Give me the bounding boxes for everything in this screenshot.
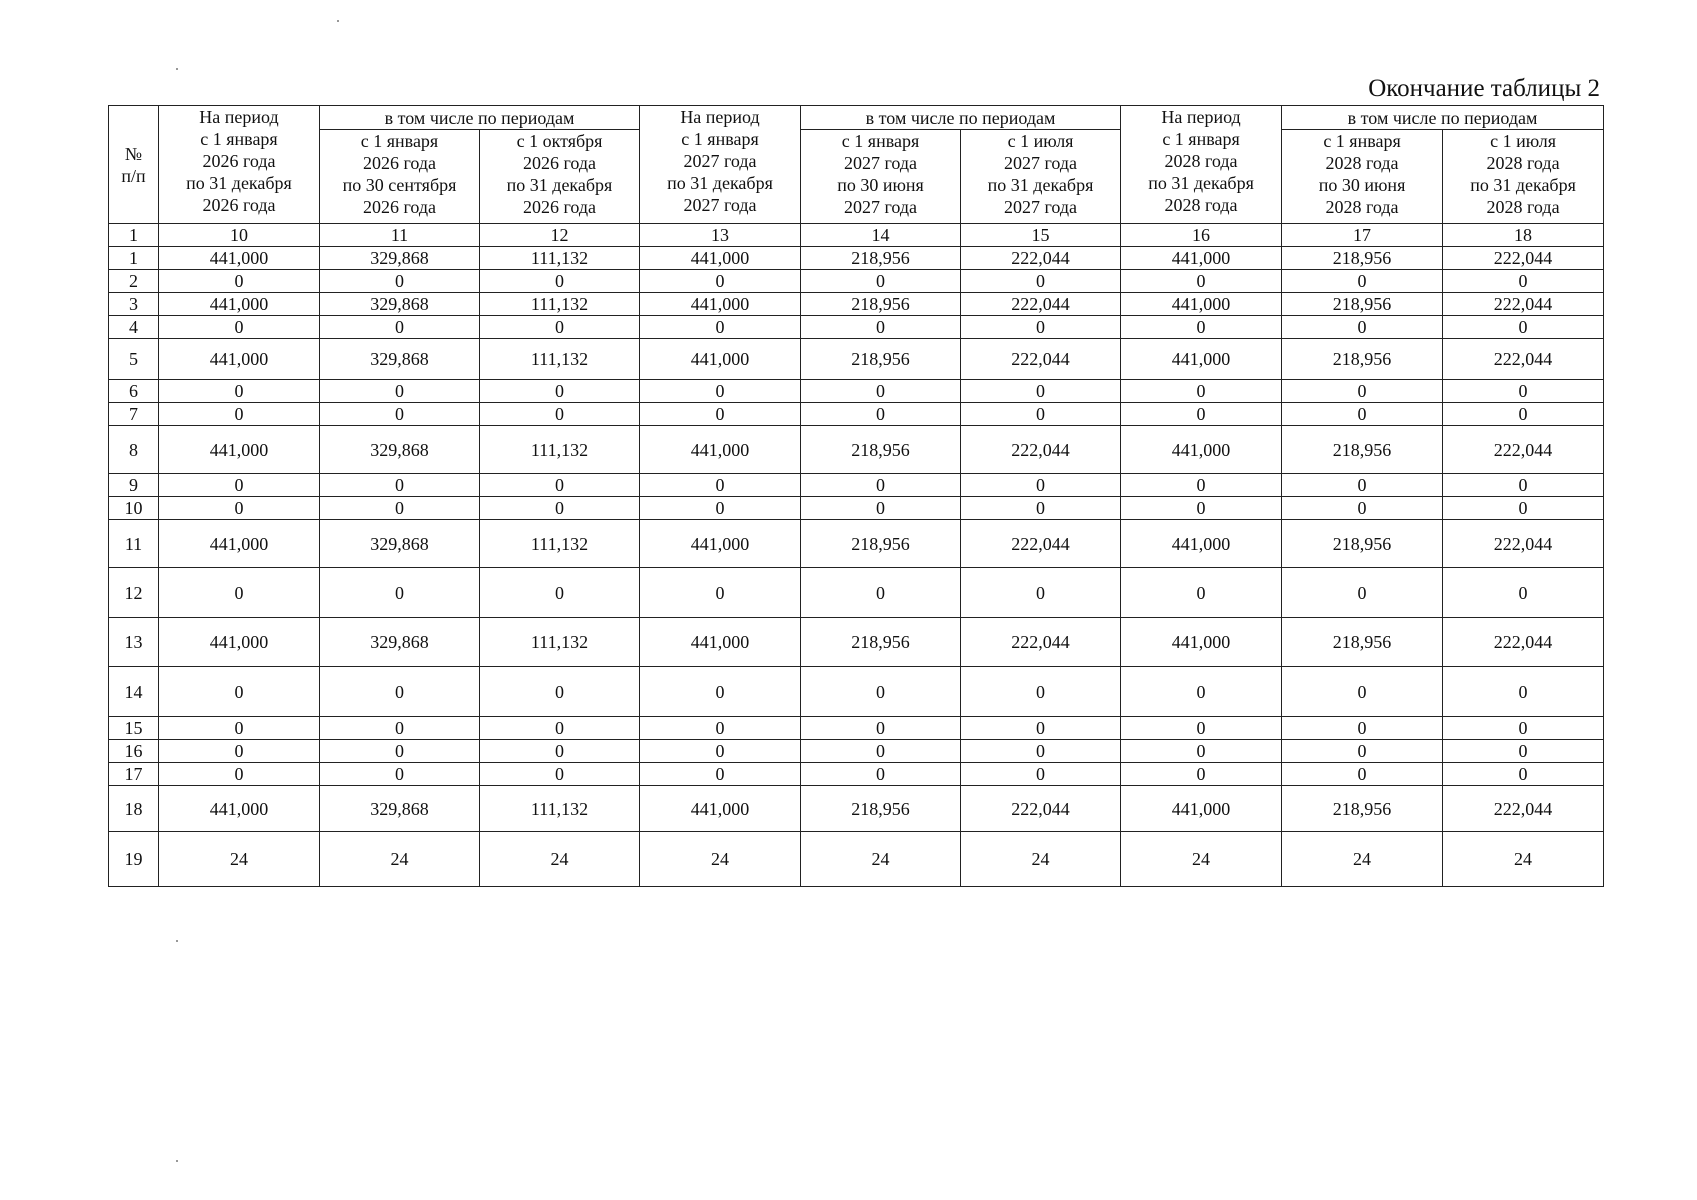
value-cell: 0 <box>640 763 801 786</box>
value-cell: 218,956 <box>801 293 961 316</box>
column-number-cell: 13 <box>640 224 801 247</box>
value-cell: 0 <box>1282 403 1443 426</box>
value-cell: 111,132 <box>480 339 640 380</box>
row-number-cell: 17 <box>109 763 159 786</box>
value-cell: 0 <box>1443 568 1604 618</box>
column-number-cell: 17 <box>1282 224 1443 247</box>
scan-speck <box>176 940 178 942</box>
header-subperiods-2028: в том числе по периодам <box>1282 106 1604 130</box>
table-row <box>109 380 1604 403</box>
value-cell: 218,956 <box>801 786 961 832</box>
value-cell: 0 <box>640 403 801 426</box>
value-cell: 0 <box>640 568 801 618</box>
value-cell: 0 <box>320 568 480 618</box>
value-cell: 441,000 <box>640 520 801 568</box>
value-cell: 329,868 <box>320 520 480 568</box>
value-cell: 222,044 <box>961 293 1121 316</box>
table-row <box>109 339 1604 380</box>
column-number-cell: 12 <box>480 224 640 247</box>
value-cell: 441,000 <box>159 520 320 568</box>
value-cell: 329,868 <box>320 293 480 316</box>
value-cell: 222,044 <box>1443 247 1604 270</box>
table-row <box>109 316 1604 339</box>
value-cell: 0 <box>640 497 801 520</box>
value-cell: 0 <box>159 568 320 618</box>
value-cell: 441,000 <box>1121 618 1282 667</box>
value-cell: 222,044 <box>1443 426 1604 474</box>
value-cell: 218,956 <box>801 618 961 667</box>
value-cell: 0 <box>1443 403 1604 426</box>
row-number-cell: 11 <box>109 520 159 568</box>
value-cell: 222,044 <box>961 520 1121 568</box>
value-cell: 441,000 <box>159 618 320 667</box>
value-cell: 0 <box>1121 380 1282 403</box>
value-cell: 0 <box>801 270 961 293</box>
value-cell: 0 <box>320 717 480 740</box>
table-row <box>109 568 1604 618</box>
value-cell: 0 <box>1121 497 1282 520</box>
column-number-cell: 18 <box>1443 224 1604 247</box>
value-cell: 0 <box>1282 497 1443 520</box>
value-cell: 218,956 <box>1282 247 1443 270</box>
header-jan-jun-2027: с 1 января 2027 года по 30 июня 2027 года <box>801 130 961 224</box>
value-cell: 0 <box>480 717 640 740</box>
value-cell: 0 <box>1282 474 1443 497</box>
row-number-cell: 16 <box>109 740 159 763</box>
value-cell: 0 <box>801 740 961 763</box>
value-cell: 0 <box>801 403 961 426</box>
value-cell: 0 <box>1121 474 1282 497</box>
column-number-cell: 1 <box>109 224 159 247</box>
value-cell: 0 <box>480 763 640 786</box>
table-row <box>109 740 1604 763</box>
value-cell: 0 <box>1282 667 1443 717</box>
value-cell: 24 <box>1121 832 1282 887</box>
row-number-cell: 6 <box>109 380 159 403</box>
scan-speck <box>176 1160 178 1162</box>
value-cell: 222,044 <box>961 786 1121 832</box>
value-cell: 0 <box>320 474 480 497</box>
row-number-cell: 8 <box>109 426 159 474</box>
value-cell: 0 <box>1443 667 1604 717</box>
row-number-cell: 13 <box>109 618 159 667</box>
table-body <box>109 247 1604 887</box>
value-cell: 441,000 <box>159 426 320 474</box>
value-cell: 0 <box>801 380 961 403</box>
value-cell: 24 <box>801 832 961 887</box>
value-cell: 0 <box>159 717 320 740</box>
value-cell: 0 <box>961 497 1121 520</box>
table-row <box>109 520 1604 568</box>
value-cell: 0 <box>801 568 961 618</box>
row-number-cell: 4 <box>109 316 159 339</box>
value-cell: 0 <box>640 270 801 293</box>
row-number-cell: 18 <box>109 786 159 832</box>
value-cell: 0 <box>640 717 801 740</box>
value-cell: 0 <box>1443 740 1604 763</box>
table-row <box>109 293 1604 316</box>
value-cell: 0 <box>159 380 320 403</box>
value-cell: 441,000 <box>640 618 801 667</box>
value-cell: 441,000 <box>159 786 320 832</box>
value-cell: 218,956 <box>1282 618 1443 667</box>
value-cell: 218,956 <box>801 339 961 380</box>
value-cell: 222,044 <box>961 426 1121 474</box>
value-cell: 111,132 <box>480 293 640 316</box>
value-cell: 111,132 <box>480 786 640 832</box>
value-cell: 24 <box>159 832 320 887</box>
value-cell: 218,956 <box>801 247 961 270</box>
value-cell: 0 <box>1282 763 1443 786</box>
row-number-cell: 15 <box>109 717 159 740</box>
table-row <box>109 474 1604 497</box>
row-number-cell: 9 <box>109 474 159 497</box>
value-cell: 0 <box>320 763 480 786</box>
value-cell: 0 <box>961 270 1121 293</box>
value-cell: 24 <box>1282 832 1443 887</box>
table-row <box>109 832 1604 887</box>
value-cell: 441,000 <box>159 247 320 270</box>
value-cell: 0 <box>1121 717 1282 740</box>
scan-speck <box>337 20 339 22</box>
table-row <box>109 270 1604 293</box>
value-cell: 441,000 <box>1121 339 1282 380</box>
value-cell: 0 <box>1443 316 1604 339</box>
value-cell: 441,000 <box>1121 520 1282 568</box>
value-cell: 0 <box>480 740 640 763</box>
value-cell: 0 <box>480 403 640 426</box>
header-row-number: № п/п <box>109 106 159 224</box>
value-cell: 0 <box>801 667 961 717</box>
header-subperiods-2026: в том числе по периодам <box>320 106 640 130</box>
value-cell: 441,000 <box>1121 786 1282 832</box>
row-number-cell: 14 <box>109 667 159 717</box>
header-jul-dec-2027: с 1 июля 2027 года по 31 декабря 2027 года <box>961 130 1121 224</box>
value-cell: 0 <box>961 316 1121 339</box>
value-cell: 329,868 <box>320 247 480 270</box>
value-cell: 441,000 <box>640 247 801 270</box>
value-cell: 0 <box>1443 270 1604 293</box>
table-row <box>109 618 1604 667</box>
value-cell: 0 <box>159 667 320 717</box>
header-jan-jun-2028: с 1 января 2028 года по 30 июня 2028 года <box>1282 130 1443 224</box>
data-table <box>108 105 1604 887</box>
table-row <box>109 717 1604 740</box>
table-row <box>109 247 1604 270</box>
value-cell: 0 <box>1121 568 1282 618</box>
value-cell: 218,956 <box>801 520 961 568</box>
value-cell: 0 <box>1121 740 1282 763</box>
header-period-2027: На период с 1 января 2027 года по 31 декабря 2027 года <box>640 106 801 224</box>
value-cell: 0 <box>480 270 640 293</box>
header-jul-dec-2028: с 1 июля 2028 года по 31 декабря 2028 года <box>1443 130 1604 224</box>
value-cell: 0 <box>320 316 480 339</box>
value-cell: 0 <box>320 380 480 403</box>
value-cell: 0 <box>1443 474 1604 497</box>
value-cell: 329,868 <box>320 339 480 380</box>
value-cell: 0 <box>961 667 1121 717</box>
value-cell: 24 <box>1443 832 1604 887</box>
value-cell: 329,868 <box>320 426 480 474</box>
value-cell: 441,000 <box>1121 293 1282 316</box>
value-cell: 0 <box>159 763 320 786</box>
table-row <box>109 667 1604 717</box>
column-number-cell: 14 <box>801 224 961 247</box>
value-cell: 0 <box>159 270 320 293</box>
value-cell: 0 <box>801 717 961 740</box>
value-cell: 24 <box>480 832 640 887</box>
header-period-2026: На период с 1 января 2026 года по 31 декабря 2026 года <box>159 106 320 224</box>
value-cell: 0 <box>1443 497 1604 520</box>
value-cell: 0 <box>480 316 640 339</box>
value-cell: 0 <box>1121 270 1282 293</box>
value-cell: 0 <box>1282 316 1443 339</box>
value-cell: 0 <box>159 740 320 763</box>
value-cell: 111,132 <box>480 426 640 474</box>
value-cell: 222,044 <box>1443 786 1604 832</box>
value-cell: 441,000 <box>159 293 320 316</box>
value-cell: 218,956 <box>801 426 961 474</box>
value-cell: 0 <box>1443 717 1604 740</box>
value-cell: 0 <box>1282 270 1443 293</box>
scan-speck <box>176 68 178 70</box>
value-cell: 0 <box>1443 380 1604 403</box>
value-cell: 24 <box>320 832 480 887</box>
value-cell: 0 <box>320 403 480 426</box>
value-cell: 111,132 <box>480 520 640 568</box>
row-number-cell: 12 <box>109 568 159 618</box>
value-cell: 0 <box>480 380 640 403</box>
value-cell: 329,868 <box>320 786 480 832</box>
value-cell: 0 <box>480 667 640 717</box>
value-cell: 0 <box>961 568 1121 618</box>
header-subperiods-2027: в том числе по периодам <box>801 106 1121 130</box>
row-number-cell: 1 <box>109 247 159 270</box>
value-cell: 0 <box>961 740 1121 763</box>
value-cell: 218,956 <box>1282 786 1443 832</box>
value-cell: 329,868 <box>320 618 480 667</box>
row-number-cell: 3 <box>109 293 159 316</box>
table-row <box>109 426 1604 474</box>
header-period-2028: На период с 1 января 2028 года по 31 декабря 2028 года <box>1121 106 1282 224</box>
value-cell: 0 <box>961 717 1121 740</box>
value-cell: 0 <box>1282 568 1443 618</box>
value-cell: 0 <box>640 474 801 497</box>
row-number-cell: 5 <box>109 339 159 380</box>
value-cell: 0 <box>1443 763 1604 786</box>
value-cell: 0 <box>480 568 640 618</box>
value-cell: 0 <box>801 763 961 786</box>
column-number-cell: 11 <box>320 224 480 247</box>
value-cell: 441,000 <box>1121 426 1282 474</box>
value-cell: 0 <box>1282 717 1443 740</box>
value-cell: 441,000 <box>640 339 801 380</box>
value-cell: 441,000 <box>640 426 801 474</box>
column-number-cell: 10 <box>159 224 320 247</box>
value-cell: 222,044 <box>961 247 1121 270</box>
value-cell: 0 <box>640 667 801 717</box>
value-cell: 441,000 <box>1121 247 1282 270</box>
value-cell: 222,044 <box>1443 339 1604 380</box>
value-cell: 218,956 <box>1282 293 1443 316</box>
row-number-cell: 19 <box>109 832 159 887</box>
value-cell: 0 <box>640 316 801 339</box>
value-cell: 222,044 <box>961 618 1121 667</box>
value-cell: 0 <box>801 474 961 497</box>
value-cell: 0 <box>961 380 1121 403</box>
value-cell: 0 <box>159 316 320 339</box>
value-cell: 0 <box>159 497 320 520</box>
value-cell: 441,000 <box>640 786 801 832</box>
value-cell: 111,132 <box>480 618 640 667</box>
value-cell: 0 <box>480 497 640 520</box>
value-cell: 24 <box>640 832 801 887</box>
column-number-cell: 16 <box>1121 224 1282 247</box>
value-cell: 0 <box>961 474 1121 497</box>
value-cell: 0 <box>801 497 961 520</box>
value-cell: 0 <box>480 474 640 497</box>
value-cell: 0 <box>320 740 480 763</box>
value-cell: 0 <box>1121 763 1282 786</box>
value-cell: 0 <box>1282 740 1443 763</box>
table-row <box>109 403 1604 426</box>
value-cell: 218,956 <box>1282 426 1443 474</box>
column-number-cell: 15 <box>961 224 1121 247</box>
value-cell: 222,044 <box>1443 520 1604 568</box>
value-cell: 0 <box>159 403 320 426</box>
value-cell: 0 <box>640 740 801 763</box>
value-cell: 0 <box>1282 380 1443 403</box>
value-cell: 441,000 <box>640 293 801 316</box>
value-cell: 0 <box>961 763 1121 786</box>
value-cell: 441,000 <box>159 339 320 380</box>
table-caption: Окончание таблицы 2 <box>1368 75 1600 102</box>
value-cell: 111,132 <box>480 247 640 270</box>
row-number-cell: 7 <box>109 403 159 426</box>
value-cell: 24 <box>961 832 1121 887</box>
header-jan-sep-2026: с 1 января 2026 года по 30 сентября 2026 года <box>320 130 480 224</box>
value-cell: 0 <box>320 667 480 717</box>
row-number-cell: 2 <box>109 270 159 293</box>
value-cell: 0 <box>320 497 480 520</box>
value-cell: 218,956 <box>1282 520 1443 568</box>
table-row <box>109 786 1604 832</box>
value-cell: 222,044 <box>1443 618 1604 667</box>
value-cell: 0 <box>1121 316 1282 339</box>
header-oct-dec-2026: с 1 октября 2026 года по 31 декабря 2026 года <box>480 130 640 224</box>
value-cell: 0 <box>801 316 961 339</box>
column-number-row <box>109 224 1604 247</box>
row-number-cell: 10 <box>109 497 159 520</box>
value-cell: 0 <box>1121 403 1282 426</box>
table-row <box>109 497 1604 520</box>
value-cell: 0 <box>159 474 320 497</box>
value-cell: 222,044 <box>1443 293 1604 316</box>
table-row <box>109 763 1604 786</box>
value-cell: 0 <box>961 403 1121 426</box>
value-cell: 0 <box>640 380 801 403</box>
value-cell: 222,044 <box>961 339 1121 380</box>
value-cell: 218,956 <box>1282 339 1443 380</box>
value-cell: 0 <box>1121 667 1282 717</box>
value-cell: 0 <box>320 270 480 293</box>
